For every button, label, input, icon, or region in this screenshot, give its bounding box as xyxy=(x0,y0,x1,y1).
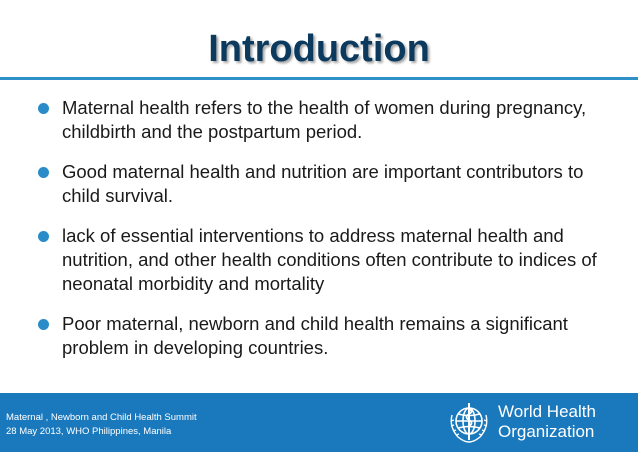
slide-title: Introduction xyxy=(208,28,430,70)
bullet-text: lack of essential interventions to address maternal health and nutrition, and other health conditions often contribute to indices of neonatal morbidity and mortality xyxy=(62,225,597,294)
bullet-dot-icon xyxy=(38,231,49,242)
bullet-text: Poor maternal, newborn and child health remains a significant problem in developing countries. xyxy=(62,313,568,358)
footer-event-line: Maternal , Newborn and Child Health Summit xyxy=(6,412,197,423)
bullet-item xyxy=(38,224,608,296)
bullet-item xyxy=(38,160,608,208)
bullet-dot-icon xyxy=(38,167,49,178)
footer-date-line: 28 May 2013, WHO Philippines, Manila xyxy=(6,426,172,437)
who-emblem-icon xyxy=(446,399,492,445)
bullet-dot-icon xyxy=(38,103,49,114)
bullet-item xyxy=(38,312,608,360)
who-name-line2: Organization xyxy=(498,422,595,441)
bullet-item xyxy=(38,96,608,144)
who-name-line1: World Health xyxy=(498,402,596,421)
bullet-text: Maternal health refers to the health of women during pregnancy, childbirth and the postpartum period. xyxy=(62,97,587,142)
who-wordmark xyxy=(498,402,596,442)
footer-event-info xyxy=(6,411,197,439)
bullet-dot-icon xyxy=(38,319,49,330)
footer-bar xyxy=(0,393,638,452)
bullet-list xyxy=(38,96,608,376)
bullet-text: Good maternal health and nutrition are important contributors to child survival. xyxy=(62,161,584,206)
title-divider xyxy=(0,77,638,80)
